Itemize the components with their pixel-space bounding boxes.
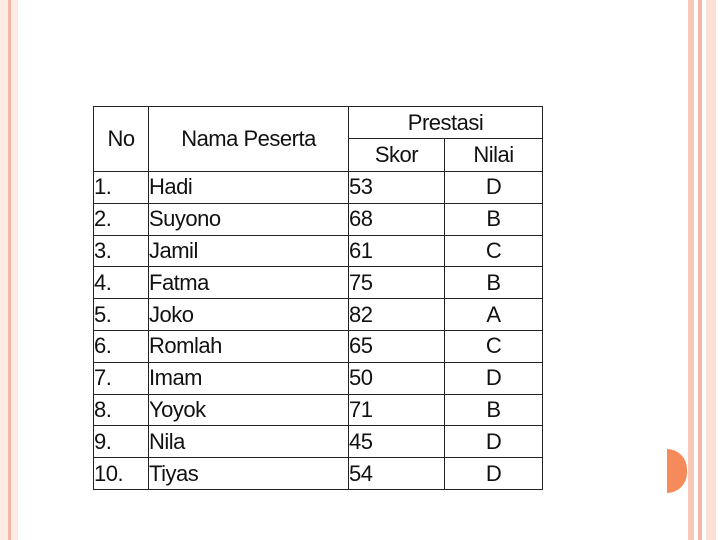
cell-nilai: D xyxy=(445,458,543,490)
cell-no: 10. xyxy=(94,458,149,490)
cell-name: Jamil xyxy=(149,235,349,267)
cell-skor: 61 xyxy=(349,235,445,267)
cell-name: Hadi xyxy=(149,172,349,204)
table-row xyxy=(94,426,543,458)
score-table xyxy=(93,106,543,490)
table-row xyxy=(94,362,543,394)
cell-name: Yoyok xyxy=(149,394,349,426)
header-no: No xyxy=(94,107,149,172)
cell-nilai: A xyxy=(445,299,543,331)
cell-skor: 82 xyxy=(349,299,445,331)
cell-skor: 45 xyxy=(349,426,445,458)
cell-nilai: B xyxy=(445,203,543,235)
cell-name: Romlah xyxy=(149,330,349,362)
cell-name: Imam xyxy=(149,362,349,394)
cell-no: 9. xyxy=(94,426,149,458)
cell-nilai: D xyxy=(445,426,543,458)
header-nilai: Nilai xyxy=(445,139,543,172)
cell-nilai: B xyxy=(445,394,543,426)
cell-name: Suyono xyxy=(149,203,349,235)
cell-no: 6. xyxy=(94,330,149,362)
table-row xyxy=(94,394,543,426)
table-row xyxy=(94,458,543,490)
cell-no: 7. xyxy=(94,362,149,394)
cell-nilai: B xyxy=(445,267,543,299)
right-rule-bar xyxy=(688,0,694,540)
right-decorative-rule xyxy=(688,0,720,540)
slide-accent-shape xyxy=(667,449,687,493)
cell-skor: 54 xyxy=(349,458,445,490)
cell-no: 1. xyxy=(94,172,149,204)
cell-skor: 65 xyxy=(349,330,445,362)
cell-no: 8. xyxy=(94,394,149,426)
cell-skor: 75 xyxy=(349,267,445,299)
table-row xyxy=(94,330,543,362)
table-row xyxy=(94,235,543,267)
cell-no: 2. xyxy=(94,203,149,235)
table-row xyxy=(94,299,543,331)
table-body xyxy=(94,172,543,490)
right-rule-bar xyxy=(698,0,702,540)
cell-name: Nila xyxy=(149,426,349,458)
cell-nilai: C xyxy=(445,330,543,362)
cell-skor: 68 xyxy=(349,203,445,235)
cell-no: 3. xyxy=(94,235,149,267)
cell-no: 5. xyxy=(94,299,149,331)
cell-no: 4. xyxy=(94,267,149,299)
table-row xyxy=(94,172,543,204)
header-prestasi: Prestasi xyxy=(349,107,543,139)
cell-name: Tiyas xyxy=(149,458,349,490)
cell-nilai: D xyxy=(445,362,543,394)
cell-skor: 50 xyxy=(349,362,445,394)
cell-name: Joko xyxy=(149,299,349,331)
cell-name: Fatma xyxy=(149,267,349,299)
cell-skor: 53 xyxy=(349,172,445,204)
header-skor: Skor xyxy=(349,139,445,172)
cell-skor: 71 xyxy=(349,394,445,426)
table-row xyxy=(94,267,543,299)
cell-nilai: C xyxy=(445,235,543,267)
table-row xyxy=(94,203,543,235)
cell-nilai: D xyxy=(445,172,543,204)
header-name: Nama Peserta xyxy=(149,107,349,172)
left-decorative-rule xyxy=(0,0,18,540)
right-rule-bar xyxy=(706,0,716,540)
